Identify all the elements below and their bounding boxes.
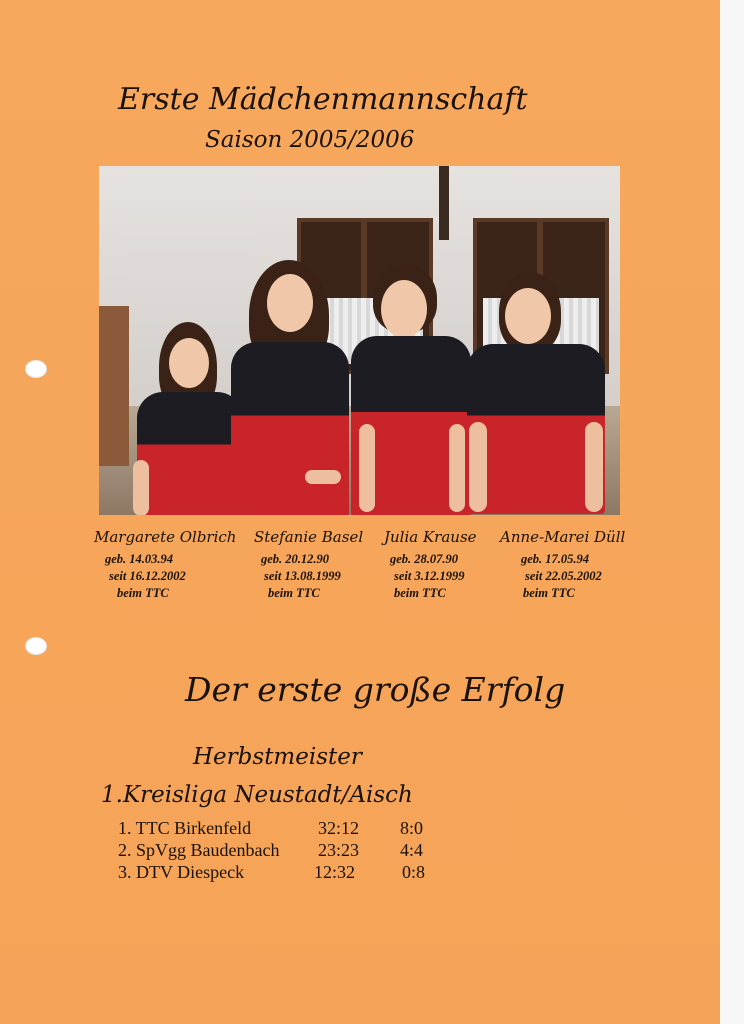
standings-points: 4:4 xyxy=(400,840,424,860)
standings-points: 8:0 xyxy=(400,818,424,838)
page-title: Erste Mädchenmannschaft xyxy=(118,82,528,117)
team-photo xyxy=(99,166,620,515)
player-since-2: seit 13.08.1999 xyxy=(264,569,341,583)
punch-hole-top xyxy=(25,360,47,378)
player-club-4: beim TTC xyxy=(523,586,575,600)
player-name-4: Anne-Marei Düll xyxy=(500,528,626,546)
standings-games: 12:32 xyxy=(314,862,356,882)
photo-shelf xyxy=(99,306,129,466)
success-headline: Der erste große Erfolg xyxy=(185,670,566,709)
league-name: 1.Kreisliga Neustadt/Aisch xyxy=(101,782,413,808)
standings-team: 2. SpVgg Baudenbach xyxy=(118,840,280,860)
player-born-3: geb. 28.07.90 xyxy=(390,552,459,566)
player-info-4 xyxy=(521,551,602,602)
standings-team: 3. DTV Diespeck xyxy=(118,862,245,882)
player-since-1: seit 16.12.2002 xyxy=(109,569,186,583)
player-since-4: seit 22.05.2002 xyxy=(525,569,602,583)
player-club-2: beim TTC xyxy=(268,586,320,600)
standings-points: 0:8 xyxy=(402,862,426,882)
player-name-3: Julia Krause xyxy=(384,528,477,546)
punch-hole-bottom xyxy=(25,637,47,655)
achievement-title: Herbstmeister xyxy=(193,744,362,770)
player-club-3: beim TTC xyxy=(394,586,446,600)
player-name-2: Stefanie Basel xyxy=(254,528,364,546)
player-info-3 xyxy=(390,551,464,602)
standings-row xyxy=(118,862,448,884)
player-info-2 xyxy=(261,551,341,602)
standings-table xyxy=(118,818,448,884)
standings-team: 1. TTC Birkenfeld xyxy=(118,818,252,838)
standings-games: 32:12 xyxy=(318,818,360,838)
player-since-3: seit 3.12.1999 xyxy=(394,569,465,583)
standings-row xyxy=(118,818,448,840)
standings-games: 23:23 xyxy=(318,840,360,860)
standings-row xyxy=(118,840,448,862)
player-info-1 xyxy=(105,551,186,602)
player-born-4: geb. 17.05.94 xyxy=(521,552,590,566)
player-name-1: Margarete Olbrich xyxy=(94,528,237,546)
photo-beam xyxy=(439,166,449,240)
player-club-1: beim TTC xyxy=(117,586,169,600)
scan-margin xyxy=(720,0,744,1024)
season-label: Saison 2005/2006 xyxy=(205,127,415,153)
player-born-2: geb. 20.12.90 xyxy=(261,552,330,566)
player-born-1: geb. 14.03.94 xyxy=(105,552,174,566)
